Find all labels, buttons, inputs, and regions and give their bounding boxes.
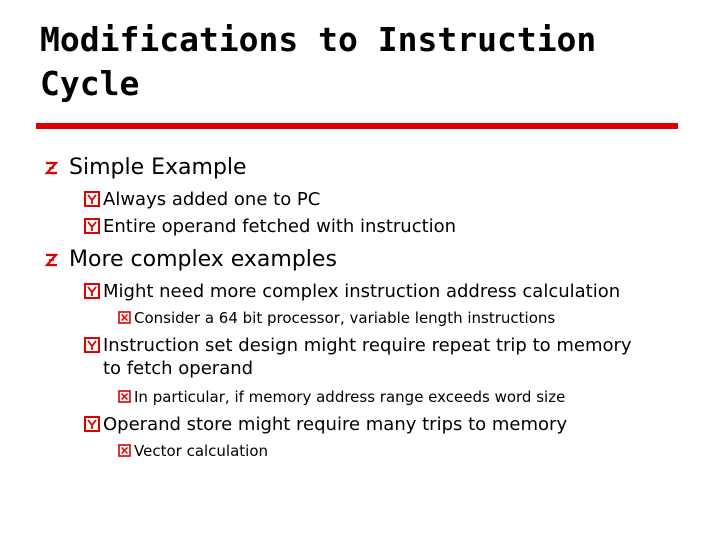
y-box-bullet-icon (84, 191, 100, 207)
bullet-item (118, 387, 565, 407)
x-box-bullet-icon (118, 311, 131, 324)
bullet-text: Instruction set design might require repeat trip to memory to fetch operand (103, 335, 632, 379)
bullet-text: In particular, if memory address range exceeds word size (134, 388, 566, 406)
z-glyph-bullet-icon (44, 252, 58, 268)
bullet-item (84, 413, 567, 436)
title-divider (36, 123, 678, 129)
bullet-item (118, 441, 268, 461)
bullet-text: Always added one to PC (103, 189, 321, 210)
bullet-item (84, 334, 654, 380)
x-box-bullet-icon (118, 390, 131, 403)
y-box-bullet-icon (84, 283, 100, 299)
y-box-bullet-icon (84, 337, 100, 353)
y-box-bullet-icon (84, 416, 100, 432)
slide-title: Modifications to Instruction Cycle (40, 20, 597, 103)
bullet-text: Operand store might require many trips to memory (103, 414, 568, 435)
bullet-text: Vector calculation (134, 442, 269, 460)
bullet-item (84, 280, 620, 303)
bullet-item (84, 188, 320, 211)
x-box-bullet-icon (118, 444, 131, 457)
bullet-item (84, 215, 456, 238)
bullet-item (44, 154, 247, 182)
z-glyph-bullet-icon (44, 160, 58, 176)
bullet-text: Consider a 64 bit processor, variable length instructions (134, 309, 556, 327)
y-box-bullet-icon (84, 218, 100, 234)
bullet-text: Might need more complex instruction address calculation (103, 281, 621, 302)
bullet-text: Entire operand fetched with instruction (103, 216, 457, 237)
bullet-text: More complex examples (69, 247, 337, 272)
bullet-item (44, 246, 337, 274)
bullet-text: Simple Example (69, 155, 247, 180)
bullet-item (118, 308, 555, 328)
